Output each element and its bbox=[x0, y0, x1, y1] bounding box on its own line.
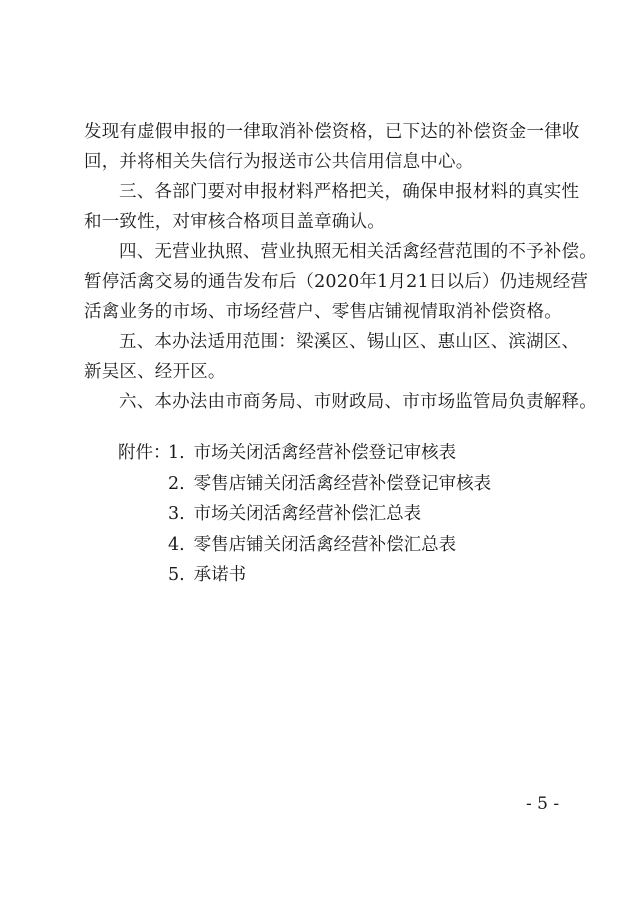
attachments-label: 附件： bbox=[118, 443, 171, 463]
attachment-number: 1. bbox=[168, 443, 185, 463]
paragraph-six-line: 六、本办法由市商务局、市财政局、市市场监管局负责解释。 bbox=[119, 392, 597, 412]
body-line: 和一致性，对审核合格项目盖章确认。 bbox=[84, 212, 385, 232]
attachment-number: 2. bbox=[168, 473, 185, 494]
attachment-number: 5. bbox=[168, 565, 185, 585]
body-line: 活禽业务的市场、市场经营户、零售店铺视情取消补偿资格。 bbox=[84, 302, 562, 322]
body-line: 新吴区、经开区。 bbox=[84, 362, 226, 382]
paragraph-five-line: 五、本办法适用范围：梁溪区、锡山区、惠山区、滨湖区、 bbox=[119, 332, 580, 352]
attachment-item bbox=[168, 499, 491, 530]
attachment-item bbox=[168, 560, 491, 591]
attachment-title: 承诺书 bbox=[193, 565, 247, 585]
attachment-number: 4. bbox=[168, 534, 185, 555]
attachment-item bbox=[168, 469, 491, 500]
attachment-item bbox=[168, 530, 491, 561]
attachment-item bbox=[168, 438, 491, 469]
attachments-list bbox=[168, 438, 491, 591]
attachment-title: 零售店铺关闭活禽经营补偿汇总表 bbox=[193, 534, 457, 555]
attachment-title: 市场关闭活禽经营补偿登记审核表 bbox=[193, 443, 457, 463]
attachment-number: 3. bbox=[168, 504, 185, 524]
body-line: 发现有虚假申报的一律取消补偿资格，已下达的补偿资金一律收 bbox=[84, 122, 580, 142]
body-line: 回，并将相关失信行为报送市公共信用信息中心。 bbox=[84, 152, 474, 172]
attachment-title: 市场关闭活禽经营补偿汇总表 bbox=[193, 504, 422, 524]
attachment-title: 零售店铺关闭活禽经营补偿登记审核表 bbox=[193, 473, 492, 494]
page-number: - 5 - bbox=[526, 794, 560, 814]
body-line: 暂停活禽交易的通告发布后（2020年1月21日以后）仍违规经营 bbox=[84, 272, 589, 292]
paragraph-three-line: 三、各部门要对申报材料严格把关，确保申报材料的真实性 bbox=[119, 182, 580, 202]
paragraph-four-line: 四、无营业执照、营业执照无相关活禽经营范围的不予补偿。 bbox=[119, 242, 597, 262]
